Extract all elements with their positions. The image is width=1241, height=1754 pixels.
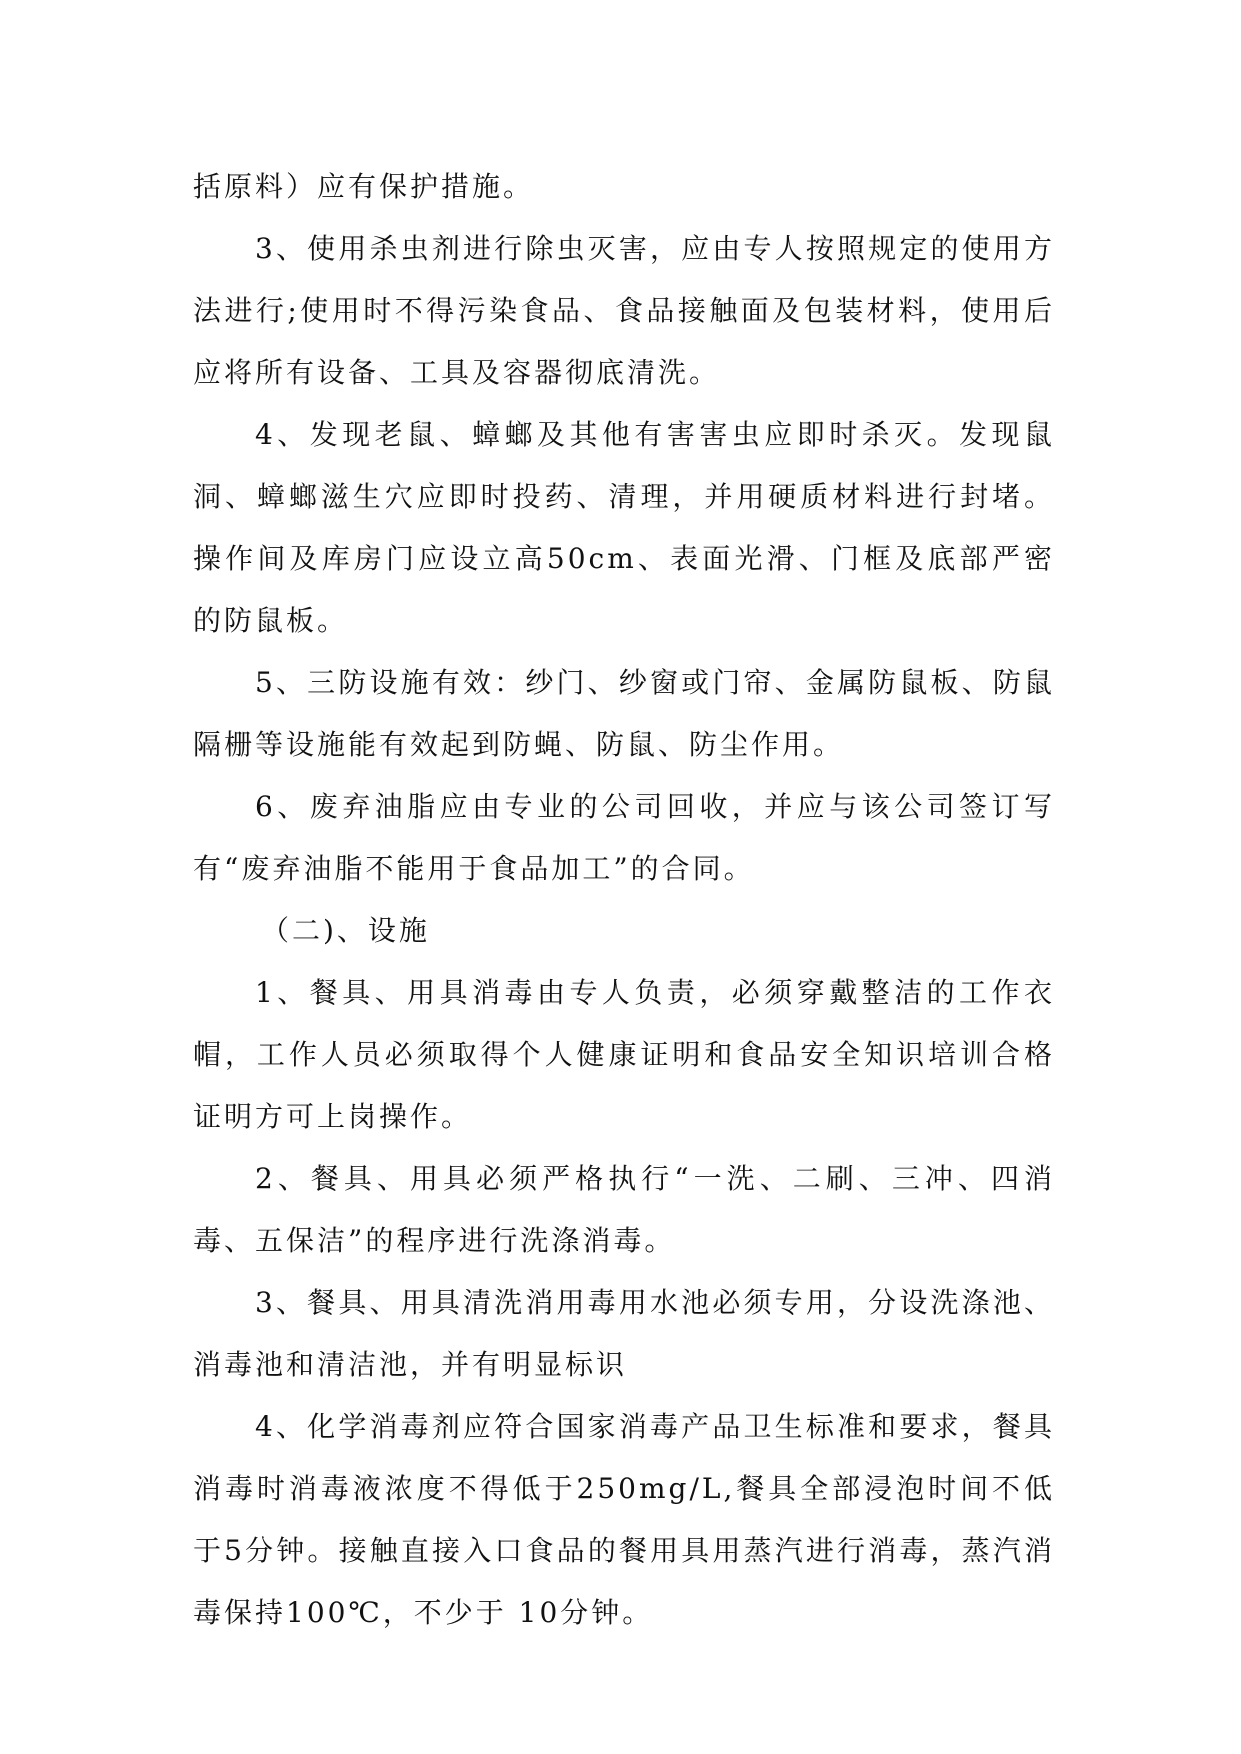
paragraph-item-6-waste-oil: 6、废弃油脂应由专业的公司回收，并应与该公司签订写有“废弃油脂不能用于食品加工”的合同。 — [193, 790, 1055, 885]
paragraph-item-5-three-prevention: 5、三防设施有效：纱门、纱窗或门帘、金属防鼠板、防鼠隔栅等设施能有效起到防蝇、防鼠、防尘作用。 — [193, 666, 1055, 761]
paragraph-item-3-pesticide: 3、使用杀虫剂进行除虫灭害，应由专人按照规定的使用方法进行;使用时不得污染食品、食品接触面及包装材料，使用后应将所有设备、工具及容器彻底清洗。 — [193, 232, 1055, 389]
document-body — [193, 156, 1055, 1644]
section-heading-facilities: （二)、设施 — [261, 914, 430, 947]
paragraph-item-2-procedure: 2、餐具、用具必须严格执行“一洗、二刷、三冲、四消毒、五保洁”的程序进行洗涤消毒。 — [193, 1162, 1055, 1257]
paragraph-item-4-disinfectant: 4、化学消毒剂应符合国家消毒产品卫生标准和要求，餐具消毒时消毒液浓度不得低于250mg/L,餐具全部浸泡时间不低于5分钟。接触直接入口食品的餐用具用蒸汽进行消毒，蒸汽消毒保持100℃，不少于 10分钟。 — [193, 1410, 1055, 1629]
paragraph-item-4-pest-control: 4、发现老鼠、蟑螂及其他有害害虫应即时杀灭。发现鼠洞、蟑螂滋生穴应即时投药、清理，并用硬质材料进行封堵。操作间及库房门应设立高50cm、表面光滑、门框及底部严密的防鼠板。 — [193, 418, 1055, 637]
paragraph-continuation: 括原料）应有保护措施。 — [193, 170, 535, 203]
paragraph-item-1-staff: 1、餐具、用具消毒由专人负责，必须穿戴整洁的工作衣帽，工作人员必须取得个人健康证明和食品安全知识培训合格证明方可上岗操作。 — [193, 976, 1055, 1133]
paragraph-item-3-sinks: 3、餐具、用具清洗消用毒用水池必须专用，分设洗涤池、消毒池和清洁池，并有明显标识 — [193, 1286, 1055, 1381]
